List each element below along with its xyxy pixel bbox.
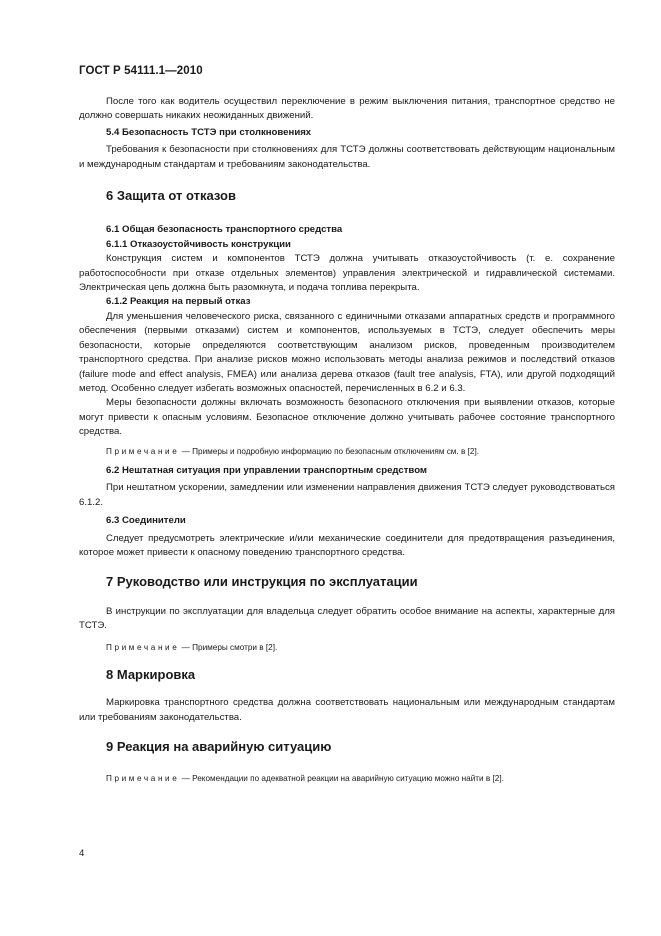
note-label: Примечание: [106, 642, 180, 652]
section-6-3-title: 6.3 Соединители: [106, 515, 186, 527]
section-5-4-text: Требования к безопасности при столкновениях для ТСТЭ должны соответствовать действующим национальным и международным стандартам и требованиям законодательства.: [79, 144, 615, 170]
section-7-text: В инструкции по эксплуатации для владельца следует обратить особое внимание на аспекты, характерные для ТСТЭ.: [79, 605, 615, 632]
note-label: Примечание: [106, 773, 180, 783]
note-3: [79, 772, 615, 786]
document-header: ГОСТ Р 54111.1—2010: [79, 65, 203, 77]
section-8-title: 8 Маркировка: [106, 667, 196, 682]
section-6-1-2-text-1: Для уменьшения человеческого риска, связанного с единичными отказами аппаратных средств и программного обеспечения (первыми отказами) систем и компонентов, используемых в ТСТЭ, следует обеспечить меры безопасности, которые определяются соответствующим анализом рисков, проведенным производителем транспортного средства. При анализе рисков можно использовать методы анализа режимов и последствий отказов (failure mode and effect analysis, FMEA) или анализа дерева отказов (fault tree analysis, FTA), или другой подходящий метод. Особенно следует избегать возможных опасностей, перечисленных в 6.2 и 6.3.: [79, 310, 615, 394]
section-8-text: Маркировка транспортного средства должна соответствовать национальным или международным стандартам или требованиям законодательства.: [79, 697, 615, 723]
section-6-1-title: 6.1 Общая безопасность транспортного средства: [106, 224, 343, 236]
note-3-text: — Рекомендации по адекватной реакции на аварийную ситуацию можно найти в [2].: [179, 773, 504, 783]
section-6-1-1-text: Конструкция систем и компонентов ТСТЭ должна учитывать отказоустойчивость (т. е. сохранение работоспособности при отказе отдельных элементов) управления электрической и гидравлической системами. Электрическая цепь должна быть разомкнута, и подача топлива перекрыта.: [79, 253, 615, 294]
section-6-title: 6 Защита от отказов: [106, 188, 236, 204]
section-5-4-title: 5.4 Безопасность ТСТЭ при столкновениях: [106, 126, 312, 138]
section-6-1-2-title: 6.1.2 Реакция на первый отказ: [106, 296, 251, 308]
note-1-text: — Примеры и подробную информацию по безопасным отключениям см. в [2].: [179, 446, 479, 456]
section-7-title: 7 Руководство или инструкция по эксплуатации: [106, 574, 418, 590]
section-9-title: 9 Реакция на аварийную ситуацию: [106, 739, 332, 755]
section-6-1-2-text-2: Меры безопасности должны включать возможность безопасного отключения при выявлении отказов, которые могут привести к опасным условиям. Безопасное отключение должно учитывать рабочее состояние транспортного средства.: [79, 397, 615, 438]
page-content: [79, 95, 615, 791]
note-2: [79, 641, 615, 655]
section-6-3-text: Следует предусмотреть электрические и/или механические соединители для предотвращения разъединения, которое может привести к опасному поведению транспортного средства.: [79, 532, 615, 558]
note-1: [79, 445, 615, 459]
note-2-text: — Примеры смотри в [2].: [179, 642, 278, 652]
section-6-2-title: 6.2 Нештатная ситуация при управлении транспортным средством: [106, 464, 428, 476]
section-6-1-1-title: 6.1.1 Отказоустойчивость конструкции: [106, 238, 291, 250]
page-number: 4: [79, 848, 85, 859]
note-label: Примечание: [106, 446, 180, 456]
section-6-2-text: При нештатном ускорении, замедлении или изменении направления движения ТСТЭ следует руководствоваться 6.1.2.: [79, 482, 615, 508]
intro-paragraph: После того как водитель осуществил переключение в режим выключения питания, транспортное средство не должно совершать никаких неожиданных движений.: [79, 96, 615, 122]
